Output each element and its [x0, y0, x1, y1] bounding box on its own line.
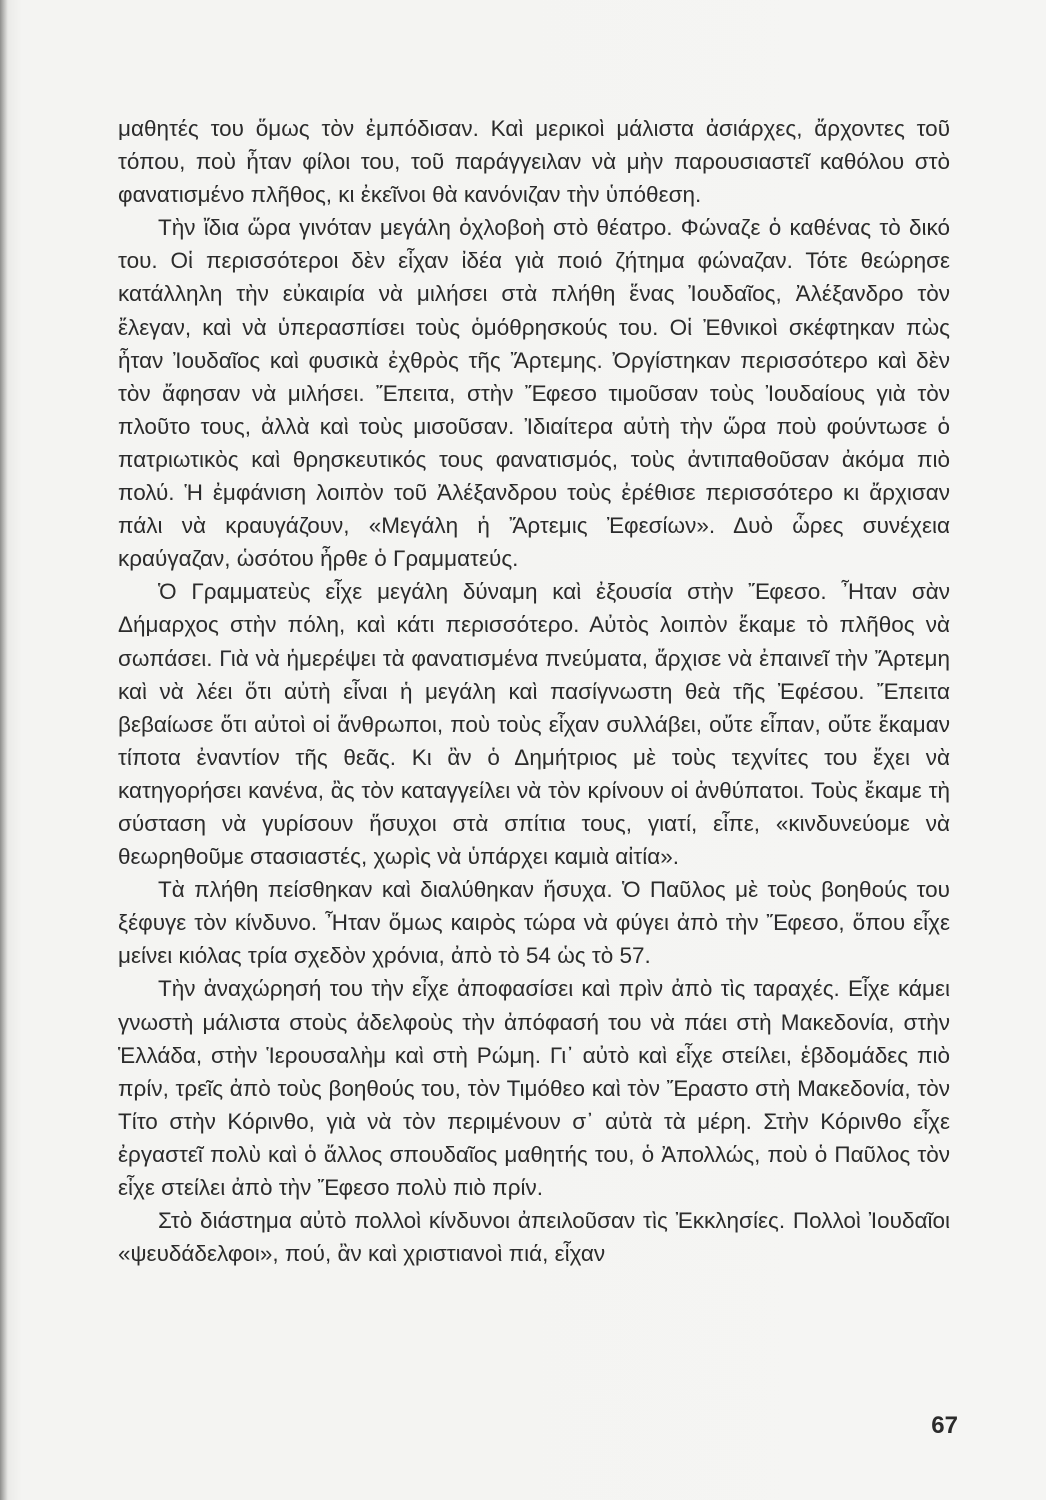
paragraph-departure: Τὴν ἀναχώρησή του τὴν εἶχε ἀποφασίσει καὶ πρὶν ἀπὸ τὶς ταραχές. Εἶχε κάμει γνωστὴ μάλιστα στοὺς ἀδελφοὺς τὴν ἀπόφασή του νὰ πάει στὴ Μακεδονία, στὴν Ἑλλάδα, στὴν Ἱερουσαλὴμ καὶ στὴ Ρώμη. Γι᾽ αὐτὸ καὶ εἶχε στείλει, ἑβδομάδες πιὸ πρίν, τρεῖς ἀπὸ τοὺς βοηθούς του, τὸν Τιμόθεο καὶ τὸν Ἔραστο στὴ Μακεδονία, τὸν Τίτο στὴν Κόρινθο, γιὰ νὰ τὸν περιμένουν σ᾽ αὐτὰ τὰ μέρη. Στὴν Κόρινθο εἶχε ἐργαστεῖ πολὺ καὶ ὁ ἄλλος σπουδαῖος μαθητής του, ὁ Ἀπολλώς, ποὺ ὁ Παῦλος τὸν εἶχε στείλει ἀπὸ τὴν Ἔφεσο πολὺ πιὸ πρίν. — [118, 976, 950, 1200]
paragraph-dangers: Στὸ διάστημα αὐτὸ πολλοὶ κίνδυνοι ἀπειλοῦσαν τὶς Ἐκκλησίες. Πολλοὶ Ἰουδαῖοι «ψευδάδελφοι», πού, ἂν καὶ χριστιανοὶ πιά, εἶχαν — [118, 1208, 950, 1267]
paragraph-town-clerk: Ὁ Γραμματεὺς εἶχε μεγάλη δύναμη καὶ ἐξουσία στὴν Ἔφεσο. Ἦταν σὰν Δήμαρχος στὴν πόλη, καὶ κάτι περισσότερο. Αὐτὸς λοιπὸν ἔκαμε τὸ πλῆθος νὰ σωπάσει. Γιὰ νὰ ἡμερέψει τὰ φανατισμένα πνεύματα, ἄρχισε νὰ ἐπαινεῖ τὴν Ἄρτεμη καὶ νὰ λέει ὅτι αὐτὴ εἶναι ἡ μεγάλη καὶ πασίγνωστη θεὰ τῆς Ἐφέσου. Ἔπειτα βεβαίωσε ὅτι αὐτοὶ οἱ ἄνθρωποι, ποὺ τοὺς εἶχαν συλλάβει, οὔτε εἶπαν, οὔτε ἔκαμαν τίποτα ἐναντίον τῆς θεᾶς. Κι ἂν ὁ Δημήτριος μὲ τοὺς τεχνίτες του ἔχει νὰ κατηγορήσει κανένα, ἂς τὸν καταγγείλει νὰ τὸν κρίνουν οἱ ἀνθύπατοι. Τοὺς ἔκαμε τὴ σύσταση νὰ γυρίσουν ἥσυχοι στὰ σπίτια τους, γιατί, εἶπε, «κινδυνεύομε νὰ θεωρηθοῦμε στασιαστές, χωρὶς νὰ ὑπάρχει καμιὰ αἰτία». — [118, 579, 950, 870]
body-text — [118, 112, 950, 1270]
page-number: 67 — [931, 1412, 958, 1439]
paragraph-crowd-disperses: Τὰ πλήθη πείσθηκαν καὶ διαλύθηκαν ἥσυχα. Ὁ Παῦλος μὲ τοὺς βοηθούς του ξέφυγε τὸν κίνδυνο. Ἦταν ὅμως καιρὸς τώρα νὰ φύγει ἀπὸ τὴν Ἔφεσο, ὅπου εἶχε μείνει κιόλας τρία σχεδὸν χρόνια, ἀπὸ τὸ 54 ὡς τὸ 57. — [118, 877, 950, 969]
paragraph-continuation: μαθητές του ὅμως τὸν ἐμπόδισαν. Καὶ μερικοὶ μάλιστα ἀσιάρχες, ἄρχοντες τοῦ τόπου, ποὺ ἦταν φίλοι του, τοῦ παράγγειλαν νὰ μὴν παρουσιαστεῖ καθόλου στὸ φανατισμένο πλῆθος, κι ἐκεῖνοι θὰ κανόνιζαν τὴν ὑπόθεση. — [118, 116, 950, 208]
paragraph-theatre-uproar: Τὴν ἴδια ὥρα γινόταν μεγάλη ὀχλοβοὴ στὸ θέατρο. Φώναζε ὁ καθένας τὸ δικό του. Οἱ περισσότεροι δὲν εἶχαν ἰδέα γιὰ ποιό ζήτημα φώναζαν. Τότε θεώρησε κατάλληλη τὴν εὐκαιρία νὰ μιλήσει στὰ πλήθη ἕνας Ἰουδαῖος, Ἀλέξανδρο τὸν ἔλεγαν, καὶ νὰ ὑπερασπίσει τοὺς ὁμόθρησκούς του. Οἱ Ἐθνικοὶ σκέφτηκαν πὼς ἦταν Ἰουδαῖος καὶ φυσικὰ ἐχθρὸς τῆς Ἄρτεμης. Ὀργίστηκαν περισσότερο καὶ δὲν τὸν ἄφησαν νὰ μιλήσει. Ἔπειτα, στὴν Ἔφεσο τιμοῦσαν τοὺς Ἰουδαίους γιὰ τὸν πλοῦτο τους, ἀλλὰ καὶ τοὺς μισοῦσαν. Ἰδιαίτερα αὐτὴ τὴν ὥρα ποὺ φούντωσε ὁ πατριωτικὸς καὶ θρησκευτικός τους φανατισμός, τοὺς ἀντιπαθοῦσαν ἀκόμα πιὸ πολύ. Ἡ ἐμφάνιση λοιπὸν τοῦ Ἀλέξανδρου τοὺς ἐρέθισε περισσότερο κι ἄρχισαν πάλι νὰ κραυγάζουν, «Μεγάλη ἡ Ἄρτεμις Ἐφεσίων». Δυὸ ὧρες συνέχεια κραύγαζαν, ὡσότου ἦρθε ὁ Γραμματεύς. — [118, 215, 950, 572]
page-binding-edge — [0, 0, 8, 1500]
